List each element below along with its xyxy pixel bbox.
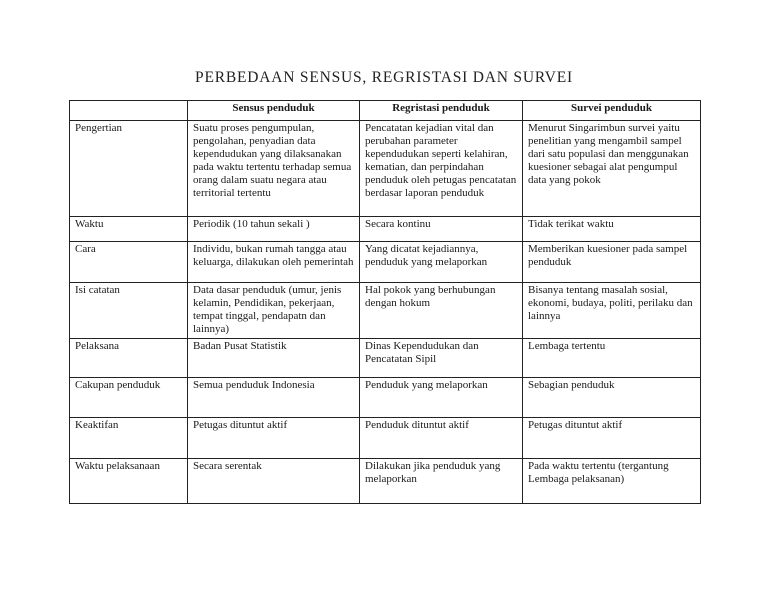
cell-survei: Bisanya tentang masalah sosial, ekonomi, budaya, politi, perilaku dan lainnya (523, 283, 701, 339)
cell-sensus: Petugas dituntut aktif (188, 418, 360, 459)
cell-registrasi: Yang dicatat kejadiannya, penduduk yang melaporkan (360, 242, 523, 283)
row-label: Pelaksana (70, 339, 188, 378)
table-row (70, 339, 701, 378)
cell-sensus: Data dasar penduduk (umur, jenis kelamin, Pendidikan, pekerjaan, tempat tinggal, pendapatn dan lainnya) (188, 283, 360, 339)
row-label: Pengertian (70, 121, 188, 217)
cell-registrasi: Penduduk yang melaporkan (360, 378, 523, 418)
row-label: Waktu (70, 217, 188, 242)
row-label: Waktu pelaksanaan (70, 459, 188, 504)
table-row (70, 283, 701, 339)
cell-registrasi: Hal pokok yang berhubungan dengan hokum (360, 283, 523, 339)
cell-registrasi: Dilakukan jika penduduk yang melaporkan (360, 459, 523, 504)
cell-survei: Sebagian penduduk (523, 378, 701, 418)
table-row (70, 418, 701, 459)
cell-registrasi: Pencatatan kejadian vital dan perubahan parameter kependudukan seperti kelahiran, kematian, dan perpindahan penduduk oleh petugas pencatatan berdasar laporan penduduk (360, 121, 523, 217)
header-sensus: Sensus penduduk (188, 101, 360, 121)
cell-survei: Menurut Singarimbun survei yaitu penelitian yang mengambil sampel dari satu populasi dan menggunakan kuesioner sebagai alat pengumpul data yang pokok (523, 121, 701, 217)
header-survei: Survei penduduk (523, 101, 701, 121)
cell-registrasi: Penduduk dituntut aktif (360, 418, 523, 459)
row-label: Cakupan penduduk (70, 378, 188, 418)
cell-survei: Tidak terikat waktu (523, 217, 701, 242)
comparison-table (69, 100, 701, 504)
header-registrasi: Regristasi penduduk (360, 101, 523, 121)
table-row (70, 378, 701, 418)
row-label: Cara (70, 242, 188, 283)
cell-sensus: Suatu proses pengumpulan, pengolahan, penyadian data kependudukan yang dilaksanakan pada waktu tertentu terhadap semua orang dalam suatu negara atau territorial tertentu (188, 121, 360, 217)
table-row (70, 217, 701, 242)
cell-sensus: Individu, bukan rumah tangga atau keluarga, dilakukan oleh pemerintah (188, 242, 360, 283)
table-row (70, 242, 701, 283)
table-row (70, 121, 701, 217)
cell-sensus: Secara serentak (188, 459, 360, 504)
cell-survei: Pada waktu tertentu (tergantung Lembaga pelaksanan) (523, 459, 701, 504)
header-row (70, 101, 701, 121)
header-empty (70, 101, 188, 121)
cell-survei: Lembaga tertentu (523, 339, 701, 378)
cell-sensus: Semua penduduk Indonesia (188, 378, 360, 418)
cell-registrasi: Dinas Kependudukan dan Pencatatan Sipil (360, 339, 523, 378)
page-title: PERBEDAAN SENSUS, REGRISTASI DAN SURVEI (195, 69, 573, 86)
cell-survei: Memberikan kuesioner pada sampel penduduk (523, 242, 701, 283)
cell-sensus: Periodik (10 tahun sekali ) (188, 217, 360, 242)
cell-survei: Petugas dituntut aktif (523, 418, 701, 459)
cell-registrasi: Secara kontinu (360, 217, 523, 242)
cell-sensus: Badan Pusat Statistik (188, 339, 360, 378)
row-label: Keaktifan (70, 418, 188, 459)
table-row (70, 459, 701, 504)
row-label: Isi catatan (70, 283, 188, 339)
